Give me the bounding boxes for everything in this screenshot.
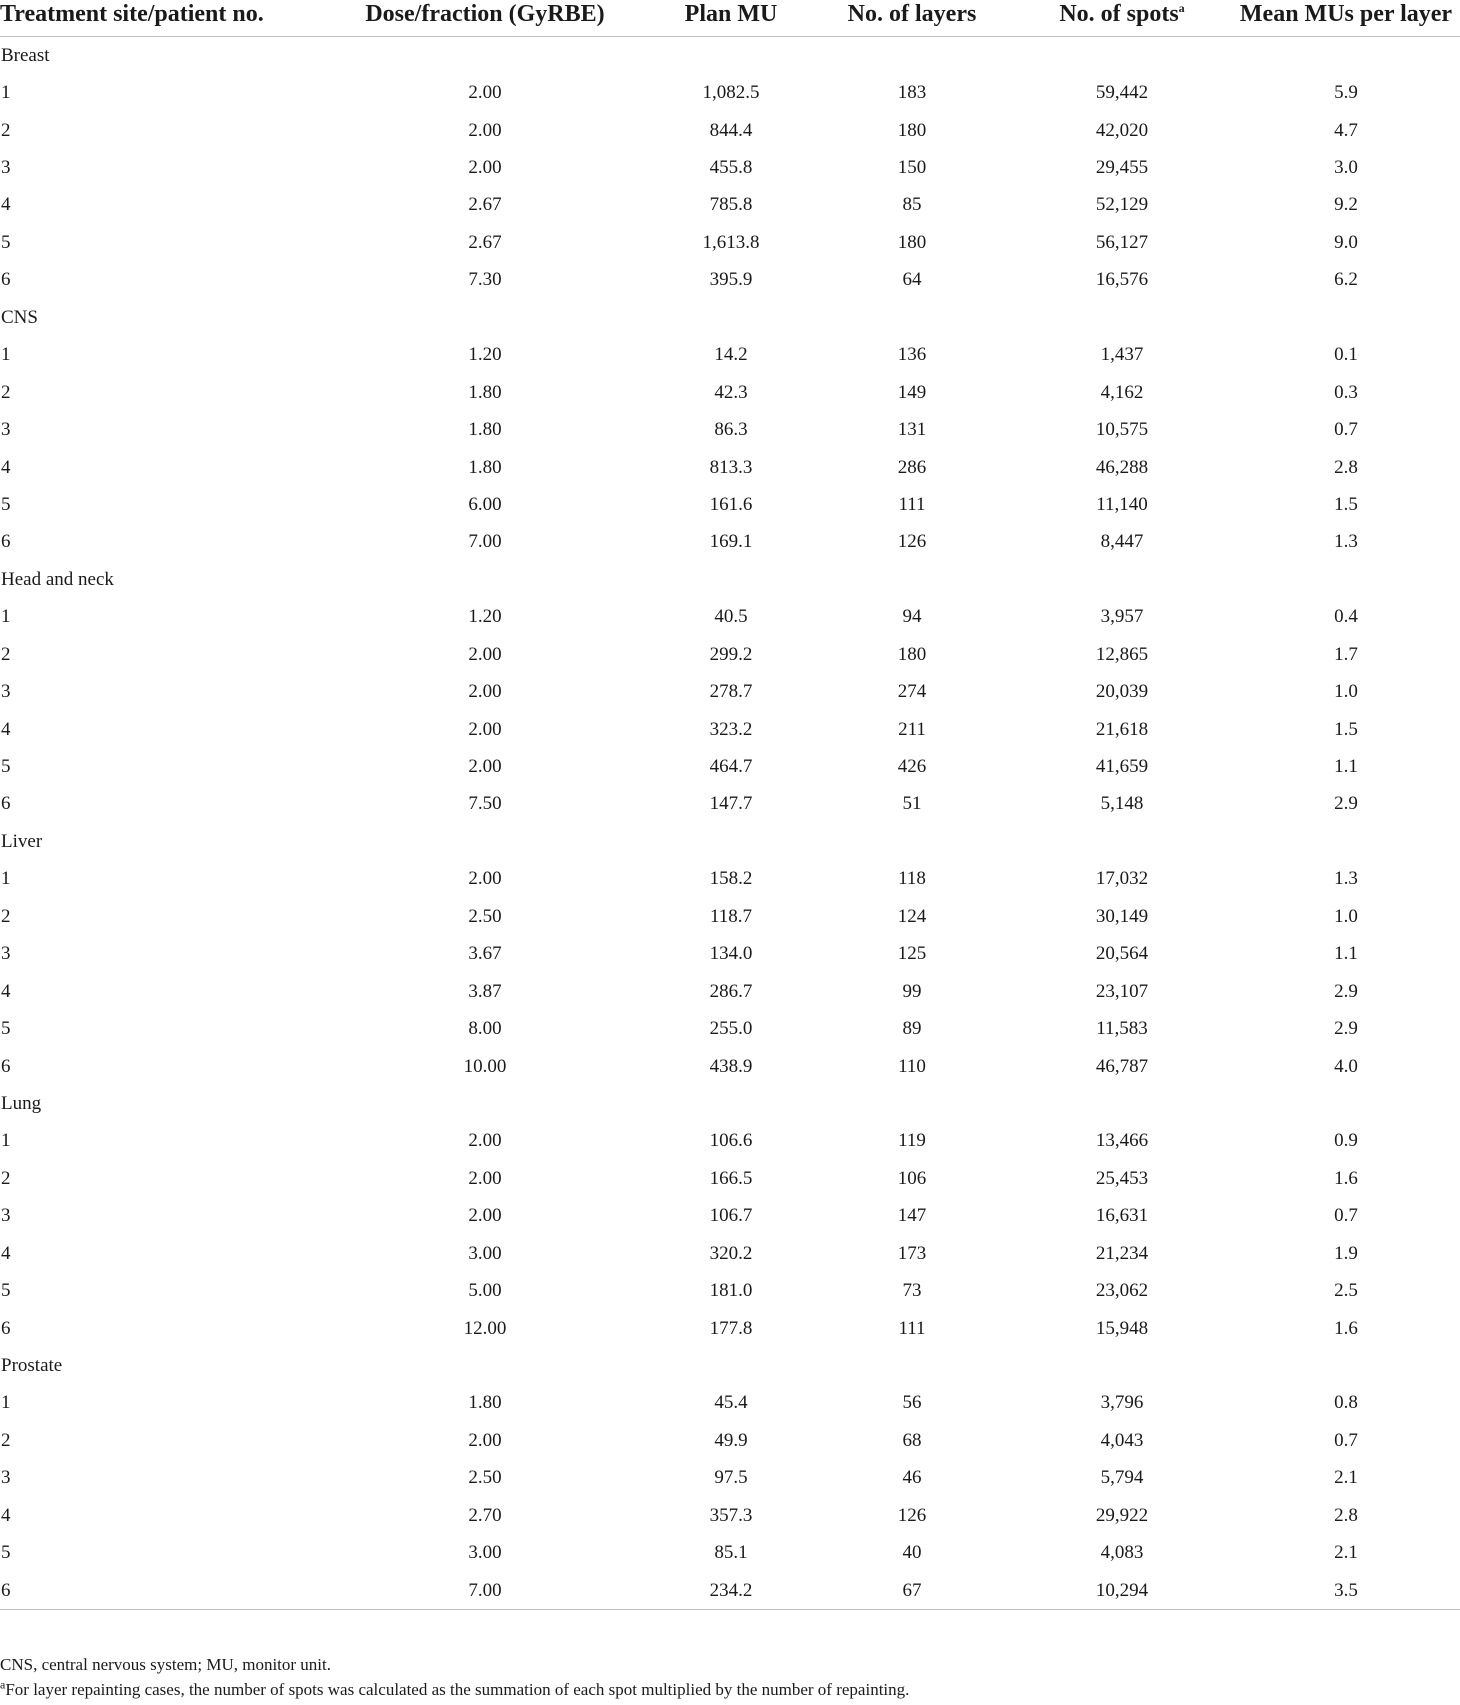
mean-mu-cell: 1.1 <box>1334 756 1358 778</box>
group-row <box>0 1085 1460 1122</box>
spots-cell: 16,576 <box>1095 269 1149 291</box>
table-body <box>0 37 1460 1610</box>
table-row <box>0 748 1460 785</box>
plan-mu-cell: 278.7 <box>709 681 753 703</box>
patient-no-cell: 6 <box>1 269 11 291</box>
layers-cell: 94 <box>902 606 922 628</box>
treatment-site-label: Prostate <box>1 1355 63 1377</box>
patient-no-cell: 3 <box>1 157 11 179</box>
dose-cell: 8.00 <box>468 1018 502 1040</box>
layers-cell: 106 <box>897 1167 927 1189</box>
table-row <box>0 449 1460 486</box>
patient-no-cell: 4 <box>1 980 11 1002</box>
patient-no-cell: 1 <box>1 82 11 104</box>
dose-cell: 2.00 <box>468 1429 502 1451</box>
dose-cell: 6.00 <box>468 493 502 515</box>
header-dose-fraction: Dose/fraction (GyRBE) <box>320 0 650 37</box>
plan-mu-cell: 45.4 <box>714 1392 748 1414</box>
mean-mu-cell: 1.6 <box>1334 1167 1358 1189</box>
mean-mu-cell: 2.9 <box>1334 1018 1358 1040</box>
dose-cell: 1.20 <box>468 606 502 628</box>
spots-cell: 59,442 <box>1095 82 1149 104</box>
table-row <box>0 636 1460 673</box>
patient-no-cell: 3 <box>1 1467 11 1489</box>
layers-cell: 286 <box>897 456 927 478</box>
spots-cell: 5,148 <box>1100 793 1144 815</box>
dose-cell: 1.80 <box>468 419 502 441</box>
dose-cell: 3.67 <box>468 943 502 965</box>
dose-cell: 2.00 <box>468 868 502 890</box>
layers-cell: 180 <box>897 643 927 665</box>
treatment-site-label: Breast <box>1 44 50 66</box>
spots-cell: 11,140 <box>1096 493 1148 515</box>
table-row <box>0 786 1460 823</box>
mean-mu-cell: 9.2 <box>1334 194 1358 216</box>
table-row <box>0 936 1460 973</box>
plan-mu-cell: 169.1 <box>709 531 753 553</box>
spots-cell: 21,618 <box>1095 718 1149 740</box>
plan-mu-cell: 455.8 <box>709 157 753 179</box>
group-row <box>0 561 1460 598</box>
plan-mu-cell: 134.0 <box>709 943 753 965</box>
layers-cell: 126 <box>897 531 927 553</box>
mean-mu-cell: 3.5 <box>1232 1572 1460 1610</box>
group-row <box>0 823 1460 860</box>
dose-cell: 2.70 <box>468 1504 502 1526</box>
table-row <box>0 898 1460 935</box>
spots-cell: 5,794 <box>1100 1467 1144 1489</box>
treatment-site-label: Lung <box>1 1092 42 1114</box>
patient-no-cell: 4 <box>1 1504 11 1526</box>
mean-mu-cell: 0.1 <box>1334 344 1358 366</box>
spots-cell: 12,865 <box>1095 643 1149 665</box>
patient-no-cell: 6 <box>1 1317 11 1339</box>
dose-cell: 7.00 <box>320 1572 650 1610</box>
plan-mu-cell: 320.2 <box>709 1242 753 1264</box>
plan-mu-cell: 177.8 <box>709 1317 753 1339</box>
dose-cell: 2.00 <box>468 718 502 740</box>
layers-cell: 180 <box>897 231 927 253</box>
layers-cell: 173 <box>897 1242 927 1264</box>
dose-cell: 2.00 <box>468 1205 502 1227</box>
mean-mu-cell: 2.1 <box>1334 1542 1358 1564</box>
layers-cell: 426 <box>897 756 927 778</box>
dose-cell: 1.80 <box>468 1392 502 1414</box>
patient-no-cell: 6 <box>1 793 11 815</box>
table-row <box>0 1272 1460 1309</box>
mean-mu-cell: 0.8 <box>1334 1392 1358 1414</box>
dose-cell: 2.00 <box>468 1167 502 1189</box>
table-row <box>0 1235 1460 1272</box>
mean-mu-cell: 1.9 <box>1334 1242 1358 1264</box>
patient-no-cell: 5 <box>1 493 11 515</box>
table-row <box>0 486 1460 523</box>
dose-cell: 2.00 <box>468 1130 502 1152</box>
table-row <box>0 1497 1460 1534</box>
spots-cell: 4,162 <box>1100 381 1144 403</box>
dose-cell: 2.00 <box>468 82 502 104</box>
plan-mu-cell: 161.6 <box>709 493 753 515</box>
plan-mu-cell: 357.3 <box>709 1504 753 1526</box>
plan-mu-cell: 395.9 <box>709 269 753 291</box>
dose-cell: 12.00 <box>463 1317 507 1339</box>
layers-cell: 183 <box>897 82 927 104</box>
mean-mu-cell: 2.9 <box>1334 980 1358 1002</box>
dose-cell: 2.00 <box>468 119 502 141</box>
layers-cell: 85 <box>902 194 922 216</box>
layers-cell: 125 <box>897 943 927 965</box>
spots-cell: 23,107 <box>1095 980 1149 1002</box>
plan-mu-cell: 97.5 <box>714 1467 748 1489</box>
mean-mu-cell: 2.5 <box>1334 1280 1358 1302</box>
spots-cell: 56,127 <box>1095 231 1149 253</box>
spots-cell: 13,466 <box>1095 1130 1149 1152</box>
table-footnotes <box>0 1652 1460 1702</box>
spots-cell: 3,796 <box>1100 1392 1144 1414</box>
layers-cell: 89 <box>902 1018 922 1040</box>
spots-cell: 29,455 <box>1095 157 1149 179</box>
mean-mu-cell: 1.1 <box>1334 943 1358 965</box>
mean-mu-cell: 1.6 <box>1334 1317 1358 1339</box>
mean-mu-cell: 0.7 <box>1334 1429 1358 1451</box>
table-row <box>0 149 1460 186</box>
mean-mu-cell: 4.0 <box>1334 1055 1358 1077</box>
mean-mu-cell: 2.9 <box>1334 793 1358 815</box>
table-row <box>0 1460 1460 1497</box>
patient-no-cell: 3 <box>1 943 11 965</box>
treatment-site-label: Liver <box>1 830 43 852</box>
layers-cell: 46 <box>902 1467 922 1489</box>
mean-mu-cell: 0.7 <box>1334 1205 1358 1227</box>
dose-cell: 3.87 <box>468 980 502 1002</box>
plan-mu-cell: 299.2 <box>709 643 753 665</box>
table-row <box>0 524 1460 561</box>
mean-mu-cell: 1.7 <box>1334 643 1358 665</box>
patient-no-cell: 3 <box>1 419 11 441</box>
layers-cell: 211 <box>898 718 926 740</box>
spots-cell: 30,149 <box>1095 905 1149 927</box>
patient-no-cell: 3 <box>1 1205 11 1227</box>
layers-cell: 126 <box>897 1504 927 1526</box>
table-row <box>0 1385 1460 1422</box>
layers-cell: 51 <box>902 793 922 815</box>
header-treatment-site: Treatment site/patient no. <box>0 0 320 37</box>
layers-cell: 274 <box>897 681 927 703</box>
treatment-site-label: CNS <box>1 306 38 328</box>
spots-cell: 52,129 <box>1095 194 1149 216</box>
dose-cell: 2.00 <box>468 643 502 665</box>
spots-cell: 1,437 <box>1100 344 1144 366</box>
header-spots: No. of spots$^a$ <box>1012 0 1232 37</box>
plan-mu-cell: 166.5 <box>709 1167 753 1189</box>
plan-mu-cell: 234.2 <box>650 1572 812 1610</box>
plan-mu-cell: 49.9 <box>714 1429 748 1451</box>
layers-cell: 40 <box>902 1542 922 1564</box>
plan-mu-cell: 1,613.8 <box>702 231 760 253</box>
group-row <box>0 37 1460 75</box>
patient-no-cell: 2 <box>1 643 11 665</box>
header-mean-mu-per-layer: Mean MUs per layer <box>1232 0 1460 37</box>
header-layers: No. of layers <box>812 0 1012 37</box>
table-row <box>0 861 1460 898</box>
table-row <box>0 112 1460 149</box>
plan-mu-cell: 86.3 <box>714 419 748 441</box>
patient-no-cell: 6 <box>1 1055 11 1077</box>
spots-cell: 20,039 <box>1095 681 1149 703</box>
layers-cell: 131 <box>897 419 927 441</box>
table-row <box>0 1160 1460 1197</box>
patient-no-cell: 1 <box>1 344 11 366</box>
table-header-row <box>0 0 1460 37</box>
plan-mu-cell: 181.0 <box>709 1280 753 1302</box>
layers-cell: 150 <box>897 157 927 179</box>
spots-cell: 17,032 <box>1095 868 1149 890</box>
plan-mu-cell: 323.2 <box>709 718 753 740</box>
layers-cell: 136 <box>897 344 927 366</box>
mean-mu-cell: 2.1 <box>1334 1467 1358 1489</box>
layers-cell: 56 <box>902 1392 922 1414</box>
mean-mu-cell: 0.4 <box>1334 606 1358 628</box>
footnote-marker: a <box>0 1677 6 1692</box>
patient-no-cell: 2 <box>1 119 11 141</box>
dose-cell: 2.67 <box>468 231 502 253</box>
table-row <box>0 599 1460 636</box>
plan-mu-cell: 42.3 <box>714 381 748 403</box>
dose-cell: 7.00 <box>468 531 502 553</box>
patient-no-cell: 1 <box>1 1392 11 1414</box>
footnote-a <box>0 1677 1460 1702</box>
plan-mu-cell: 147.7 <box>709 793 753 815</box>
spots-cell: 46,288 <box>1095 456 1149 478</box>
patient-no-cell: 5 <box>1 1280 11 1302</box>
dose-cell: 1.80 <box>468 381 502 403</box>
dose-cell: 2.50 <box>468 905 502 927</box>
patient-no-cell: 5 <box>1 1542 11 1564</box>
table-row <box>0 673 1460 710</box>
layers-cell: 180 <box>897 119 927 141</box>
abbreviations-note: CNS, central nervous system; MU, monitor unit. <box>0 1655 332 1674</box>
patient-no-cell: 2 <box>1 1167 11 1189</box>
mean-mu-cell: 5.9 <box>1334 82 1358 104</box>
group-row <box>0 299 1460 336</box>
plan-mu-cell: 1,082.5 <box>702 82 760 104</box>
dose-cell: 1.80 <box>468 456 502 478</box>
plan-mu-cell: 158.2 <box>709 868 753 890</box>
table-row <box>0 411 1460 448</box>
layers-cell: 73 <box>902 1280 922 1302</box>
table-row <box>0 1310 1460 1347</box>
dose-cell: 7.50 <box>468 793 502 815</box>
mean-mu-cell: 0.9 <box>1334 1130 1358 1152</box>
spots-cell: 20,564 <box>1095 943 1149 965</box>
table-row <box>0 1010 1460 1047</box>
layers-cell: 147 <box>897 1205 927 1227</box>
spots-cell: 41,659 <box>1095 756 1149 778</box>
table-row <box>0 1048 1460 1085</box>
plan-mu-cell: 40.5 <box>714 606 748 628</box>
footnote-marker: a <box>1178 1 1185 15</box>
layers-cell: 99 <box>902 980 922 1002</box>
table-row <box>0 1572 1460 1610</box>
plan-mu-cell: 106.6 <box>709 1130 753 1152</box>
patient-no-cell: 1 <box>1 868 11 890</box>
plan-mu-cell: 255.0 <box>709 1018 753 1040</box>
dose-cell: 2.67 <box>468 194 502 216</box>
patient-no-cell: 5 <box>1 756 11 778</box>
table-row <box>0 973 1460 1010</box>
patient-no-cell: 4 <box>1 718 11 740</box>
mean-mu-cell: 9.0 <box>1334 231 1358 253</box>
layers-cell: 119 <box>898 1130 926 1152</box>
spots-cell: 11,583 <box>1096 1018 1148 1040</box>
mean-mu-cell: 2.8 <box>1334 1504 1358 1526</box>
layers-cell: 64 <box>902 269 922 291</box>
patient-no-cell: 5 <box>1 1018 11 1040</box>
mean-mu-cell: 1.0 <box>1334 905 1358 927</box>
plan-mu-cell: 438.9 <box>709 1055 753 1077</box>
patient-no-cell: 6 <box>1 531 11 553</box>
layers-cell: 110 <box>898 1055 926 1077</box>
plan-mu-cell: 813.3 <box>709 456 753 478</box>
patient-no-cell: 5 <box>1 231 11 253</box>
plan-mu-cell: 85.1 <box>714 1542 748 1564</box>
dose-cell: 7.30 <box>468 269 502 291</box>
table-row <box>0 187 1460 224</box>
spots-cell: 3,957 <box>1100 606 1144 628</box>
patient-no-cell: 1 <box>1 1130 11 1152</box>
mean-mu-cell: 1.3 <box>1334 868 1358 890</box>
footnote-a-text: For layer repainting cases, the number of spots was calculated as the summation of each spot multiplied by the number of repainting. <box>5 1680 910 1699</box>
mean-mu-cell: 1.5 <box>1334 718 1358 740</box>
layers-cell: 68 <box>902 1429 922 1451</box>
spots-cell: 8,447 <box>1100 531 1144 553</box>
dose-cell: 3.00 <box>468 1242 502 1264</box>
spots-cell: 4,043 <box>1100 1429 1144 1451</box>
layers-cell: 124 <box>897 905 927 927</box>
patient-no-cell: 2 <box>1 381 11 403</box>
mean-mu-cell: 1.3 <box>1334 531 1358 553</box>
patient-no-cell: 1 <box>1 606 11 628</box>
spots-cell: 10,575 <box>1095 419 1149 441</box>
spots-cell: 29,922 <box>1095 1504 1149 1526</box>
table-row <box>0 262 1460 299</box>
plan-mu-cell: 14.2 <box>714 344 748 366</box>
mean-mu-cell: 2.8 <box>1334 456 1358 478</box>
table-row <box>0 1198 1460 1235</box>
dose-cell: 10.00 <box>463 1055 507 1077</box>
mean-mu-cell: 6.2 <box>1334 269 1358 291</box>
plan-mu-cell: 118.7 <box>709 905 753 927</box>
patient-no-cell: 4 <box>1 1242 11 1264</box>
patient-no-cell: 2 <box>1 1429 11 1451</box>
plan-mu-cell: 785.8 <box>709 194 753 216</box>
mean-mu-cell: 1.5 <box>1334 493 1358 515</box>
mean-mu-cell: 4.7 <box>1334 119 1358 141</box>
patient-no-cell: 4 <box>1 194 11 216</box>
table-row <box>0 1123 1460 1160</box>
mean-mu-cell: 0.7 <box>1334 419 1358 441</box>
plan-mu-cell: 464.7 <box>709 756 753 778</box>
spots-cell: 25,453 <box>1095 1167 1149 1189</box>
dose-cell: 5.00 <box>468 1280 502 1302</box>
header-plan-mu: Plan MU <box>650 0 812 37</box>
spots-cell: 23,062 <box>1095 1280 1149 1302</box>
table-row <box>0 1535 1460 1572</box>
dose-cell: 2.00 <box>468 756 502 778</box>
plan-mu-cell: 844.4 <box>709 119 753 141</box>
patient-no-cell: 2 <box>1 905 11 927</box>
dose-cell: 2.00 <box>468 681 502 703</box>
dose-cell: 2.00 <box>468 157 502 179</box>
mean-mu-cell: 0.3 <box>1334 381 1358 403</box>
layers-cell: 149 <box>897 381 927 403</box>
table-row <box>0 74 1460 111</box>
dose-cell: 2.50 <box>468 1467 502 1489</box>
patient-no-cell: 3 <box>1 681 11 703</box>
mean-mu-cell: 1.0 <box>1334 681 1358 703</box>
spots-cell: 16,631 <box>1095 1205 1149 1227</box>
treatment-site-label: Head and neck <box>1 568 114 590</box>
table-row <box>0 224 1460 261</box>
spots-cell: 15,948 <box>1095 1317 1149 1339</box>
table-row <box>0 337 1460 374</box>
dose-cell: 1.20 <box>468 344 502 366</box>
spots-cell: 21,234 <box>1095 1242 1149 1264</box>
patient-no-cell: 6 <box>0 1572 320 1610</box>
table-row <box>0 374 1460 411</box>
group-row <box>0 1347 1460 1384</box>
mean-mu-cell: 3.0 <box>1334 157 1358 179</box>
layers-cell: 111 <box>898 493 926 515</box>
layers-cell: 118 <box>898 868 926 890</box>
spots-cell: 10,294 <box>1012 1572 1232 1610</box>
layers-cell: 111 <box>898 1317 926 1339</box>
plan-mu-cell: 106.7 <box>709 1205 753 1227</box>
dose-cell: 3.00 <box>468 1542 502 1564</box>
table-row <box>0 711 1460 748</box>
patient-no-cell: 4 <box>1 456 11 478</box>
spots-cell: 42,020 <box>1095 119 1149 141</box>
spots-cell: 4,083 <box>1100 1542 1144 1564</box>
spots-cell: 46,787 <box>1095 1055 1149 1077</box>
table-row <box>0 1422 1460 1459</box>
plan-mu-cell: 286.7 <box>709 980 753 1002</box>
layers-cell: 67 <box>812 1572 1012 1610</box>
